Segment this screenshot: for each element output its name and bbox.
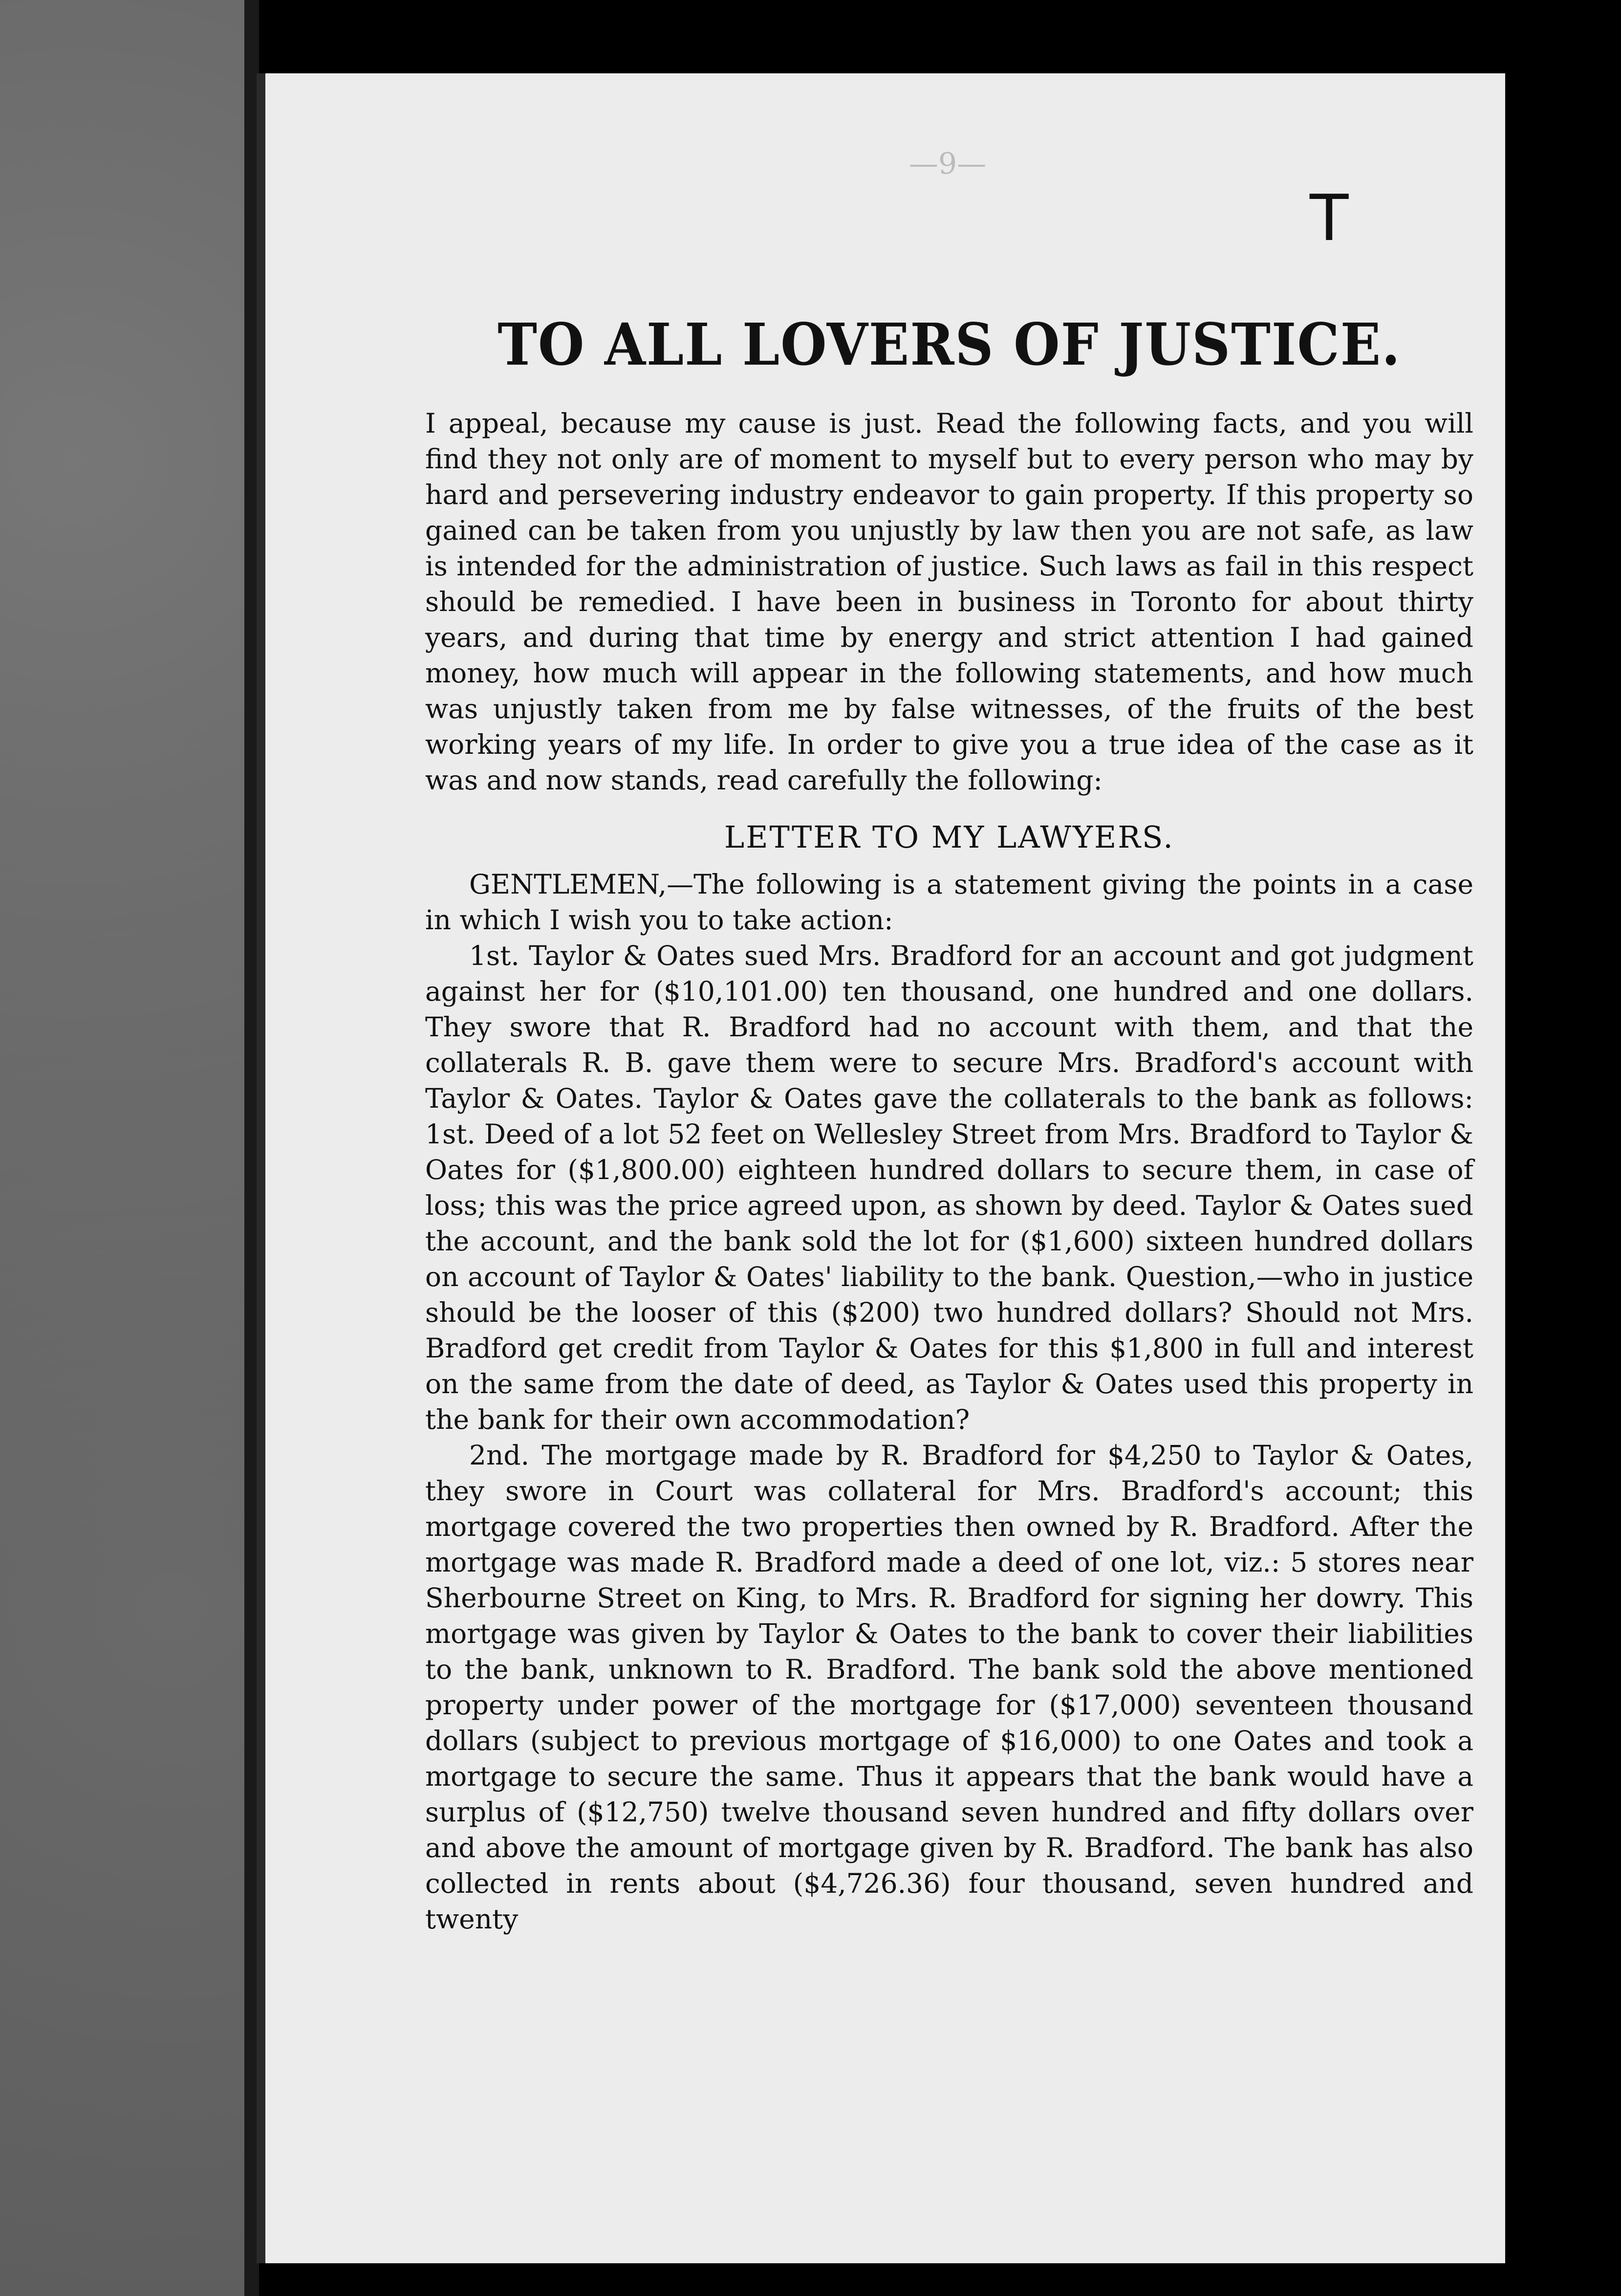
page-number: —9— bbox=[909, 147, 987, 181]
point-1-paragraph: 1st. Taylor & Oates sued Mrs. Bradford for an account and got judgment against her for ($10,101.00) ten thousand, one hundred and one dollars. They swore that R. Bradford had no account with them, and that the collaterals R. B. gave them were to secure Mrs. Bradford's account with Taylor & Oates. Taylor & Oates gave the collaterals to the bank as follows: 1st. Deed of a lot 52 feet on Wellesley Street from Mrs. Bradford to Taylor & Oates for ($1,800.00) eighteen hundred dollars to secure them, in case of loss; this was the price agreed upon, as shown by deed. Taylor & Oates sued the account, and the bank sold the lot for ($1,600) sixteen hundred dollars on account of Taylor & Oates' liability to the bank. Question,—who in justice should be the looser of this ($200) two hundred dollars? Should not Mrs. Bradford get credit from Taylor & Oates for this $1,800 in full and interest on the same from the date of deed, as Taylor & Oates used this property in the bank for their own accommodation? bbox=[425, 940, 1473, 1435]
document-body bbox=[425, 310, 1473, 1937]
salutation-paragraph: GENTLEMEN,—The following is a statement giving the points in a case in which I wish you to take action: bbox=[425, 868, 1473, 936]
page-gutter bbox=[257, 73, 265, 2263]
letter-heading: LETTER TO MY LAWYERS. bbox=[724, 819, 1174, 855]
book-cover bbox=[0, 0, 244, 2296]
point-2-paragraph: 2nd. The mortgage made by R. Bradford for $4,250 to Taylor & Oates, they swore in Court was collateral for Mrs. Bradford's account; this mortgage covered the two properties then owned by R. Bradford. After the mortgage was made R. Bradford made a deed of one lot, viz.: 5 stores near Sherbourne Street on King, to Mrs. R. Bradford for signing her dowry. This mortgage was given by Taylor & Oates to the bank to cover their liabilities to the bank, unknown to R. Bradford. The bank sold the above mentioned property under power of the mortgage for ($17,000) seventeen thousand dollars (subject to previous mortgage of $16,000) to one Oates and took a mortgage to secure the same. Thus it appears that the bank would have a surplus of ($12,750) twelve thousand seven hundred and fifty dollars over and above the amount of mortgage given by R. Bradford. The bank has also collected in rents about ($4,726.36) four thousand, seven hundred and twenty bbox=[425, 1439, 1473, 1935]
handwritten-mark: T bbox=[1310, 181, 1349, 255]
page-title: TO ALL LOVERS OF JUSTICE. bbox=[497, 310, 1401, 378]
intro-paragraph: I appeal, because my cause is just. Read the following facts, and you will find they not only are of moment to myself but to every person who may by hard and persevering industry endeavor to gain property. If this property so gained can be taken from you unjustly by law then you are not safe, as law is intended for the administration of justice. Such laws as fail in this respect should be remedied. I have been in business in Toronto for about thirty years, and during that time by energy and strict attention I had gained money, how much will appear in the following statements, and how much was unjustly taken from me by false witnesses, of the fruits of the best working years of my life. In order to give you a true idea of the case as it was and now stands, read carefully the following: bbox=[425, 407, 1473, 796]
